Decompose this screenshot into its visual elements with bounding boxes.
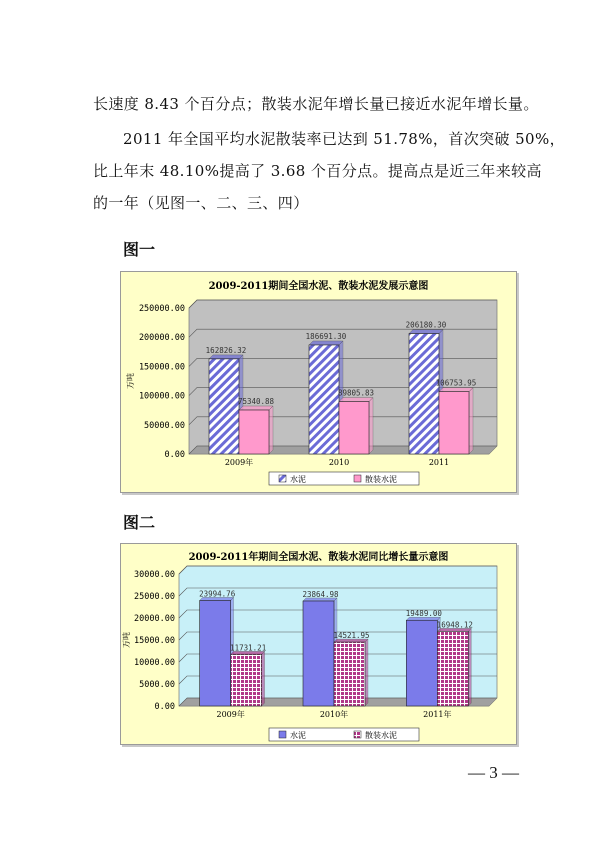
bar-bulk-cement <box>339 402 369 454</box>
data-label: 106753.95 <box>435 378 477 388</box>
bar-bulk-cement <box>437 631 468 706</box>
bar-cement <box>406 620 437 706</box>
chart-1 <box>120 271 517 493</box>
data-label: 206180.30 <box>405 320 447 330</box>
paragraph-line-1: 长速度 8.43 个百分点；散装水泥年增长量已接近水泥年增长量。 <box>93 95 539 113</box>
x-tick-label: 2009年 <box>224 458 254 467</box>
y-tick-label: 10000.00 <box>134 658 175 668</box>
bar-side <box>369 398 373 454</box>
x-tick-label: 2010 <box>328 458 350 467</box>
bar-side <box>469 388 473 454</box>
legend-label: 散装水泥 <box>365 475 397 484</box>
data-label: 75340.88 <box>237 397 275 407</box>
paragraph-line-3: 比上年末 48.10%提高了 3.68 个百分点。提高点是近三年来较高 <box>93 162 542 180</box>
bar-bulk-cement <box>334 642 365 706</box>
data-label: 23864.98 <box>302 589 339 599</box>
paragraph-line-2: 2011 年全国平均水泥散装率已达到 51.78%，首次突破 50%， <box>123 130 566 148</box>
x-tick-label: 2011年 <box>423 710 452 719</box>
paragraph-line-4: 的一年（见图一、二、三、四） <box>93 194 309 212</box>
legend-swatch <box>354 475 361 482</box>
y-tick-label: 20000.00 <box>134 614 175 624</box>
chart-2-svg <box>121 544 516 744</box>
bar-cement <box>303 601 334 706</box>
bar-top <box>239 406 273 410</box>
bar-bulk-cement <box>239 410 269 454</box>
bar-cement <box>309 345 339 454</box>
y-tick-label: 30000.00 <box>134 570 175 580</box>
bar-top <box>309 341 343 345</box>
x-tick-label: 2009年 <box>216 710 245 719</box>
y-axis-label: 万吨 <box>122 632 131 648</box>
page-number: — 3 — <box>468 763 519 782</box>
y-tick-label: 25000.00 <box>134 592 175 602</box>
bar-cement <box>409 334 439 454</box>
bar-side <box>262 651 265 706</box>
y-tick-label: 15000.00 <box>134 636 175 646</box>
bar-bulk-cement <box>231 654 262 706</box>
figure-1-label: 图一 <box>123 240 156 259</box>
data-label: 19489.00 <box>405 609 442 619</box>
bar-bulk-cement <box>439 392 469 454</box>
legend-swatch <box>279 475 286 482</box>
figure-2-label: 图二 <box>123 513 156 532</box>
chart-title: 2009-2011期间全国水泥、散装水泥发展示意图 <box>208 281 429 292</box>
y-tick-label: 5000.00 <box>139 680 175 690</box>
bar-side <box>365 639 368 706</box>
x-tick-label: 2010年 <box>319 710 349 719</box>
bar-top <box>409 330 443 334</box>
y-tick-label: 250000.00 <box>138 304 185 314</box>
legend-swatch <box>354 731 361 738</box>
data-label: 186691.30 <box>305 331 347 341</box>
bar-top <box>439 388 473 392</box>
data-label: 16948.12 <box>436 620 473 630</box>
y-tick-label: 200000.00 <box>138 333 185 344</box>
legend-swatch <box>279 731 286 738</box>
y-tick-label: 150000.00 <box>138 362 185 373</box>
y-tick-label: 50000.00 <box>144 420 185 431</box>
data-label: 23994.76 <box>199 589 236 599</box>
data-label: 11731.21 <box>230 643 267 653</box>
bar-side <box>468 628 471 706</box>
bar-side <box>269 406 273 454</box>
legend-label: 散装水泥 <box>365 731 397 740</box>
y-tick-label: 0.00 <box>154 702 175 712</box>
chart-2 <box>120 543 517 745</box>
bar-top <box>339 398 373 402</box>
data-label: 162826.32 <box>205 345 247 355</box>
y-tick-label: 100000.00 <box>138 391 185 402</box>
legend-label: 水泥 <box>290 475 306 484</box>
bar-cement <box>200 600 231 706</box>
data-label: 14521.95 <box>333 631 370 641</box>
bar-cement <box>209 359 239 454</box>
y-axis-label: 万吨 <box>126 373 135 389</box>
x-tick-label: 2011 <box>428 458 450 467</box>
chart-title: 2009-2011年期间全国水泥、散装水泥同比增长量示意图 <box>188 552 449 563</box>
y-tick-label: 0.00 <box>164 450 185 460</box>
data-label: 89805.83 <box>337 388 375 398</box>
bar-top <box>209 355 243 359</box>
legend-label: 水泥 <box>290 731 306 740</box>
chart-1-svg <box>121 272 516 492</box>
